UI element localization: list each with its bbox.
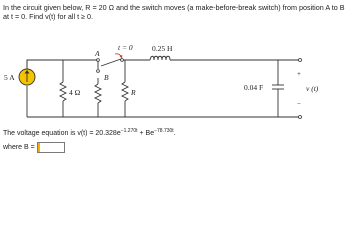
resistor-b-branch — [95, 84, 101, 103]
inductor-coil — [150, 56, 170, 60]
source-label: 5 A — [4, 73, 15, 82]
position-b-label: B — [104, 73, 109, 82]
equation-exponent-2: −78.730t — [154, 128, 174, 134]
resistor-4ohm-label: 4 Ω — [69, 88, 81, 97]
switch-time-label: t = 0 — [118, 43, 133, 52]
voltage-label: v (t) — [306, 84, 319, 93]
equation-prefix: The voltage equation is v(t) = 20.328e — [3, 130, 121, 137]
capacitor-label: 0.04 F — [244, 83, 264, 92]
answer-input-b[interactable] — [37, 142, 65, 153]
inductor-label: 0.25 H — [152, 44, 173, 53]
voltage-equation — [3, 127, 176, 138]
equation-suffix: . — [173, 130, 176, 137]
r-label: R — [131, 88, 136, 97]
answer-row — [3, 141, 65, 153]
minus-label: − — [297, 100, 301, 108]
equation-exponent-1: −1.270t — [120, 128, 138, 134]
resistor-4ohm — [60, 82, 66, 101]
resistor-r — [122, 82, 128, 101]
equation-middle: + Be — [137, 130, 155, 137]
wire-left-top — [27, 60, 98, 69]
problem-prompt: In the circuit given below, R = 20 Ω and the switch moves (a make-before-break switch) from position A to B at t = 0. Find v(t) for all t ≥ 0. — [3, 3, 345, 21]
position-a-label: A — [95, 49, 100, 58]
switch-blade — [101, 59, 121, 66]
switch-contact-a — [97, 59, 100, 62]
plus-label: + — [297, 70, 301, 78]
terminal-minus — [299, 116, 302, 119]
switch-pivot — [121, 59, 124, 62]
switch-contact-b — [97, 70, 100, 73]
answer-label: where B = — [3, 143, 35, 151]
terminal-plus — [299, 59, 302, 62]
